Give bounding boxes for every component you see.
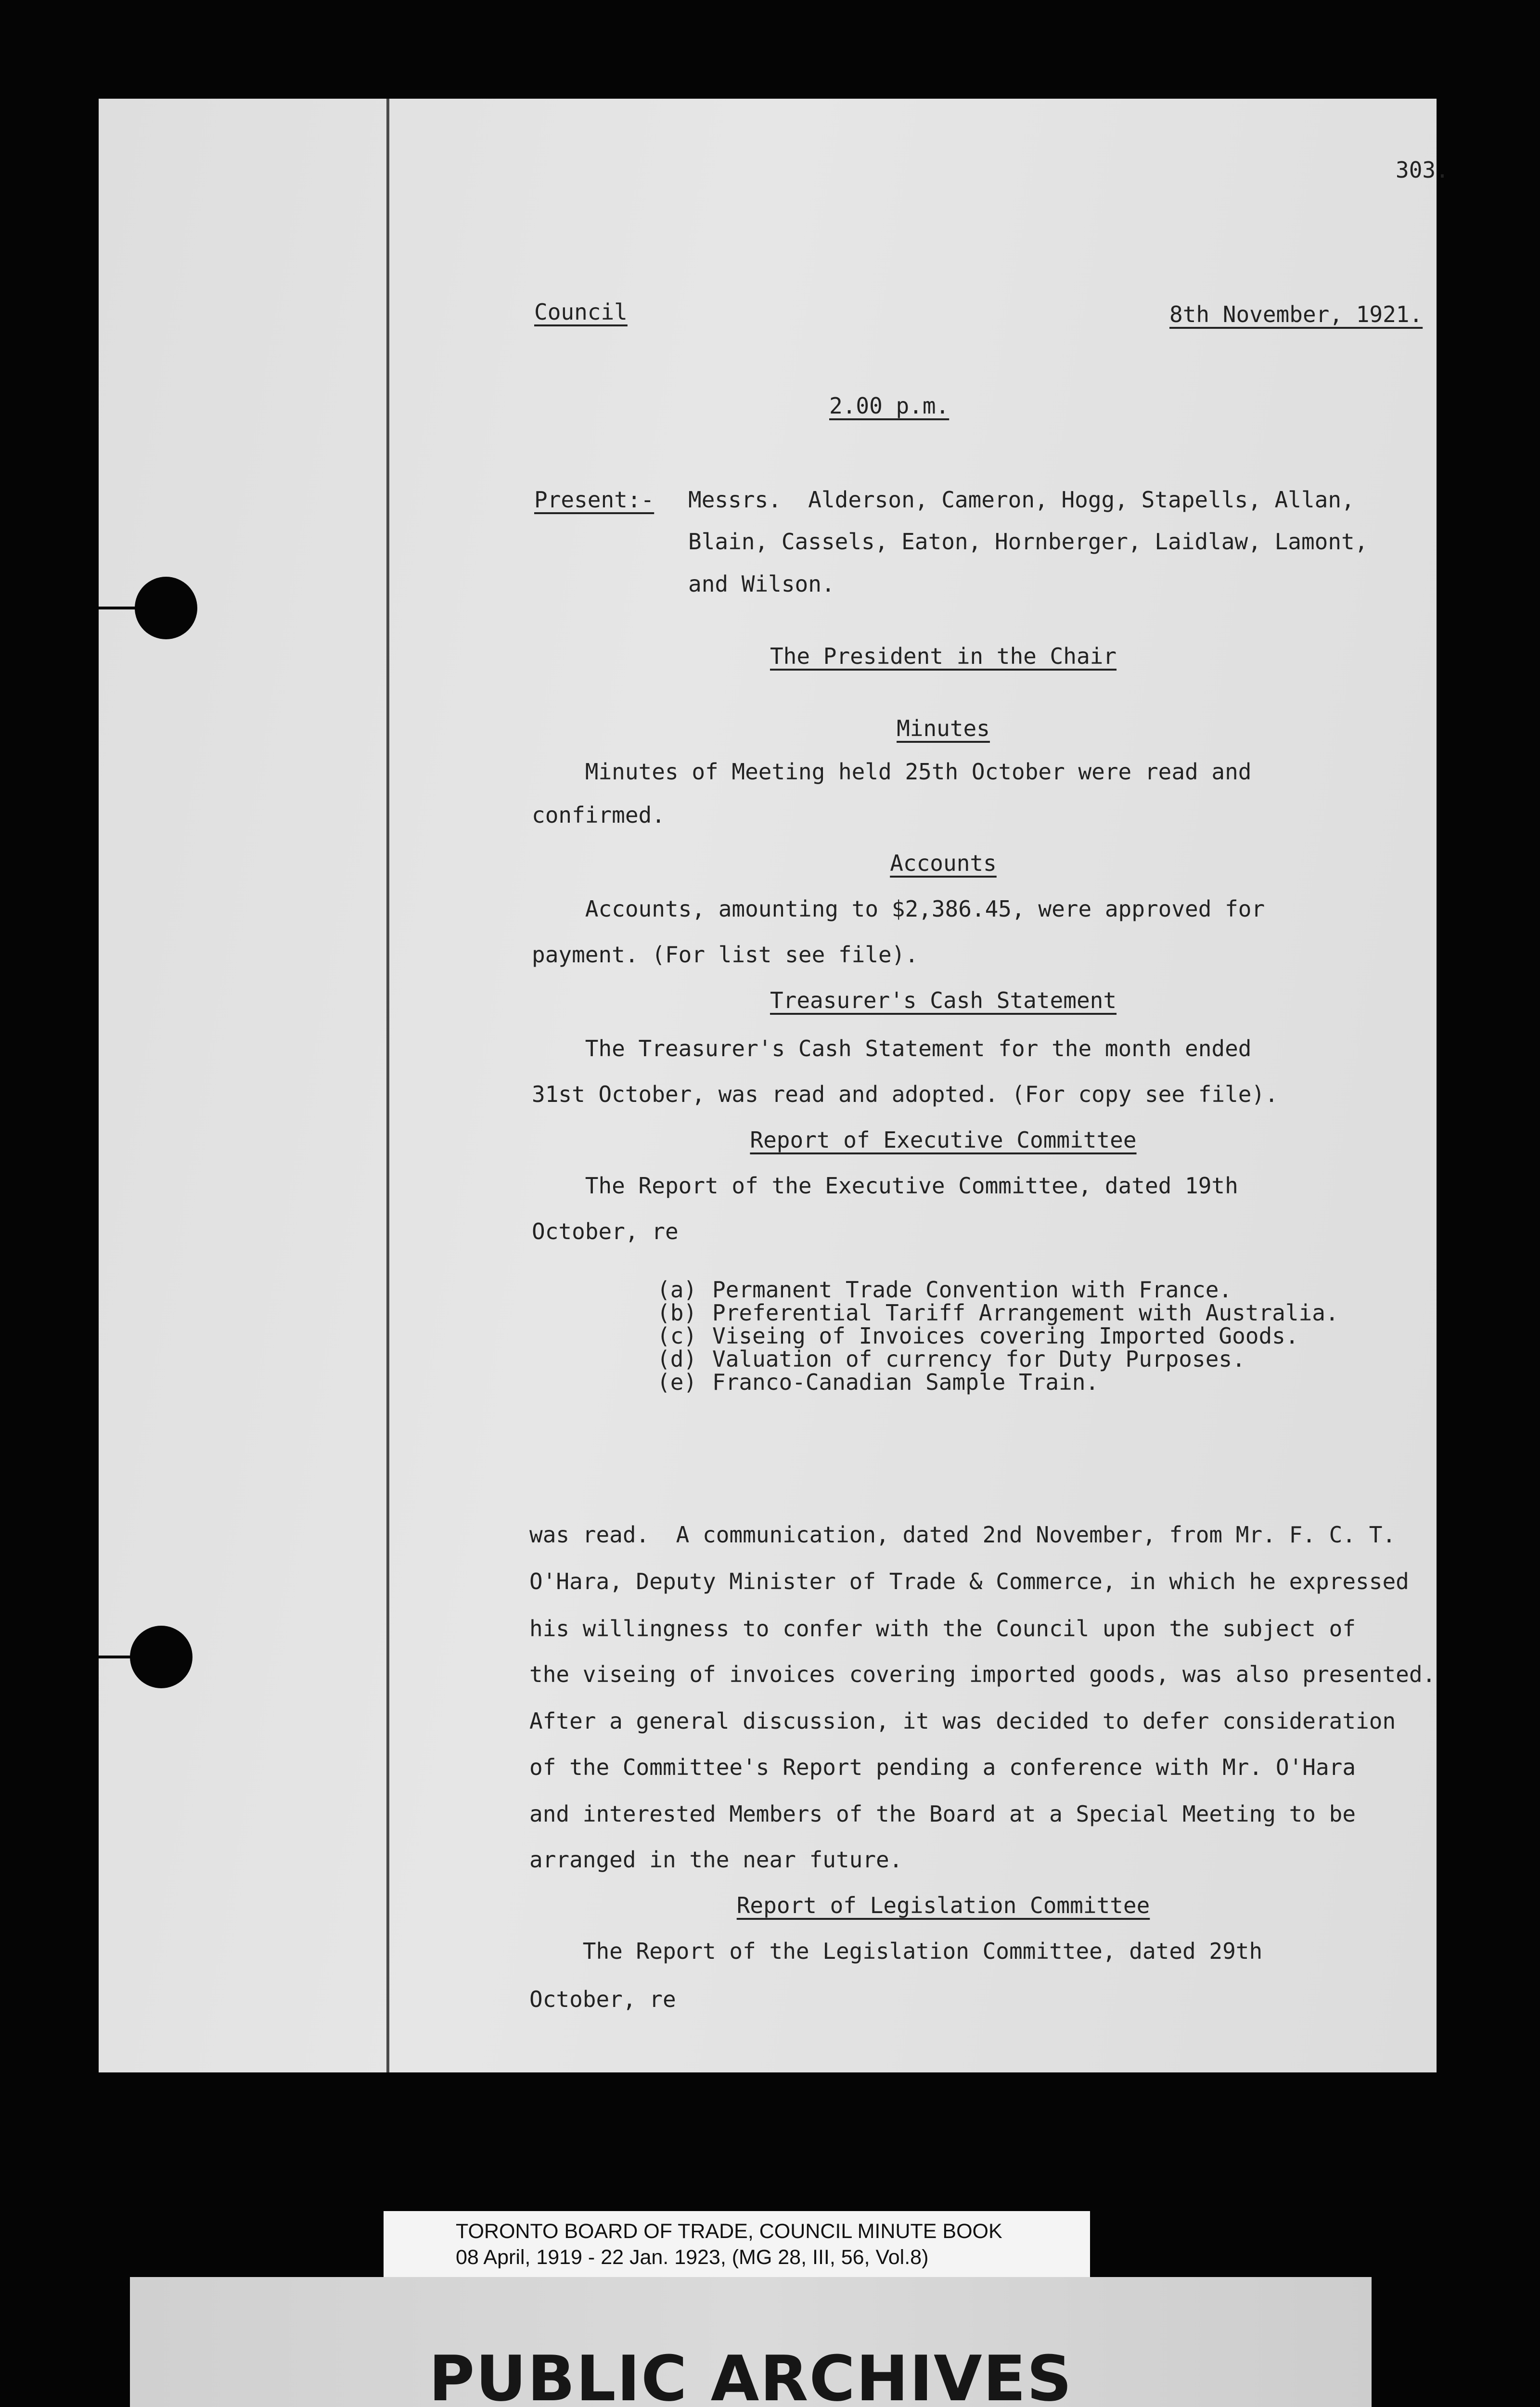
accounts-heading: Accounts [890,850,997,876]
archive-label-line-2: 08 April, 1919 - 22 Jan. 1923, (MG 28, III, 56, Vol.8) [456,2246,929,2269]
cash-line-1: The Treasurer's Cash Statement for the month ended [532,1035,1252,1061]
list-item: (d) Valuation of currency for Duty Purposes. [657,1346,1245,1372]
document-page [99,99,1449,2072]
chair-heading: The President in the Chair [770,643,1117,669]
accounts-line-1: Accounts, amounting to $2,386.45, were approved for [532,896,1265,922]
minutes-line-2: confirmed. [532,802,665,828]
cash-line-2: 31st October, was read and adopted. (For copy see file). [532,1081,1278,1107]
banner-line-english: PUBLIC ARCHIVES [428,2342,1073,2407]
body-line-3: his willingness to confer with the Council upon the subject of [529,1616,1356,1642]
public-archives-banner [130,2277,1372,2407]
punch-hole-bottom [130,1626,192,1688]
list-item: (c) Viseing of Invoices covering Imported Goods. [657,1323,1299,1349]
present-label: Present:- [534,487,654,513]
accounts-line-2: payment. (For list see file). [532,942,919,968]
legislation-line-1: The Report of the Legislation Committee, dated 29th [529,1938,1263,1964]
present-line-2: Blain, Cassels, Eaton, Hornberger, Laidlaw, Lamont, [688,529,1368,555]
minutes-heading: Minutes [897,715,990,741]
list-item: (e) Franco-Canadian Sample Train. [657,1369,1099,1395]
executive-items [657,1278,1339,1394]
archive-label [384,2211,1090,2282]
body-line-2: O'Hara, Deputy Minister of Trade & Commerce, in which he expressed [529,1568,1409,1594]
list-item: (b) Preferential Tariff Arrangement with Australia. [657,1300,1339,1326]
executive-heading: Report of Executive Committee [750,1127,1137,1153]
margin-rule [386,99,389,2072]
executive-line-2: October, re [532,1218,679,1244]
page-number: 303. [1396,157,1449,183]
body-line-1: was read. A communication, dated 2nd November, from Mr. F. C. T. [529,1522,1396,1548]
typed-minutes [436,99,1451,2072]
legislation-heading: Report of Legislation Committee [736,1892,1150,1918]
body-line-7: and interested Members of the Board at a Special Meeting to be [529,1801,1356,1827]
legislation-line-2: October, re [529,1986,676,2012]
header-date: 8th November, 1921. [1169,301,1423,327]
body-line-5: After a general discussion, it was decided to defer consideration [529,1708,1396,1734]
executive-line-1: The Report of the Executive Committee, dated 19th [532,1173,1238,1199]
header-council: Council [534,299,628,325]
minutes-line-1: Minutes of Meeting held 25th October were read and [532,759,1252,785]
cash-statement-heading: Treasurer's Cash Statement [770,987,1117,1013]
body-line-4: the viseing of invoices covering imported goods, was also presented. [529,1661,1436,1687]
present-line-1: Messrs. Alderson, Cameron, Hogg, Stapells, Allan, [688,487,1355,513]
meeting-time: 2.00 p.m. [829,393,950,419]
body-line-8: arranged in the near future. [529,1847,903,1873]
punch-hole-top [135,577,197,639]
body-line-6: of the Committee's Report pending a conference with Mr. O'Hara [529,1754,1356,1780]
present-line-3: and Wilson. [688,571,835,597]
archive-label-line-1: TORONTO BOARD OF TRADE, COUNCIL MINUTE BOOK [456,2220,1002,2243]
list-item: (a) Permanent Trade Convention with France. [657,1277,1232,1303]
